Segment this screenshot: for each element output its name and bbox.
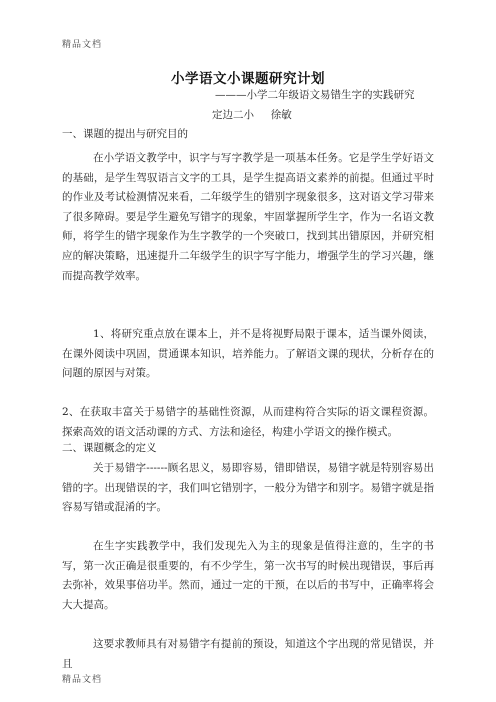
- footer-watermark: 精品文档: [62, 675, 103, 685]
- section-heading-1: 一、课题的提出与研究目的: [62, 128, 188, 140]
- paragraph-practice: 在生字实践教学中，我们发现先入为主的现象是值得注意的，生字的书写，第一次正确是很重要的，有不少学生，第一次书写的时候出现错误，事后再去弥补，效果事倍功半。然而，通过一定的干预，在以后的书写中，正确率将会大大提高。: [62, 540, 434, 611]
- paragraph-goal-2: 2、在获取丰富关于易错字的基础性资源，从而建构符合实际的语文课程资源。探索高效的语文活动课的方式、方法和途径，构建小学语文的操作模式。: [62, 406, 434, 438]
- paragraph-teacher-requirement: 这要求教师具有对易错字有提前的预设，知道这个字出现的常见错误，并且: [62, 638, 434, 670]
- section-heading-2: 二、课题概念的定义: [62, 442, 157, 454]
- paragraph-goal-1: 1、将研究重点放在课本上，并不是将视野局限于课本，适当课外阅读，在课外阅读中巩固，贯通课本知识，培养能力。了解语文课的现状，分析存在的问题的原因与对策。: [62, 328, 434, 380]
- document-title: 小学语文小课题研究计划: [171, 71, 325, 87]
- document-author: 定边二小 徐敏: [212, 109, 292, 121]
- header-watermark: 精品文档: [62, 40, 103, 50]
- paragraph-purpose: 在小学语文教学中，识字与写字教学是一项基本任务。它是学生学好语文的基础，是学生驾驭语言文字的工具，是学生提高语文素养的前提。但通过平时的作业及考试检测情况来看，二年级学生的错别字现象很多，这对语文学习带来了很多障碍。要是学生避免写错字的现象，牢固掌握所学生字，作为一名语文教师，将学生的错字现象作为生字教学的一个突破口，找到其出错原因，并研究相应的解决策略，迅速提升二年级学生的识字写字能力，增强学生的学习兴趣，继而提高教学效率。: [62, 152, 434, 282]
- document-subtitle: ———小学二年级语文易错生字的实践研究: [215, 89, 415, 101]
- paragraph-definition: 关于易错字------顾名思义，易即容易，错即错误，易错字就是特别容易出错的字。出现错误的字，我们叫它错别字，一般分为错字和别字。易错字就是指容易写错或混淆的字。: [62, 462, 434, 514]
